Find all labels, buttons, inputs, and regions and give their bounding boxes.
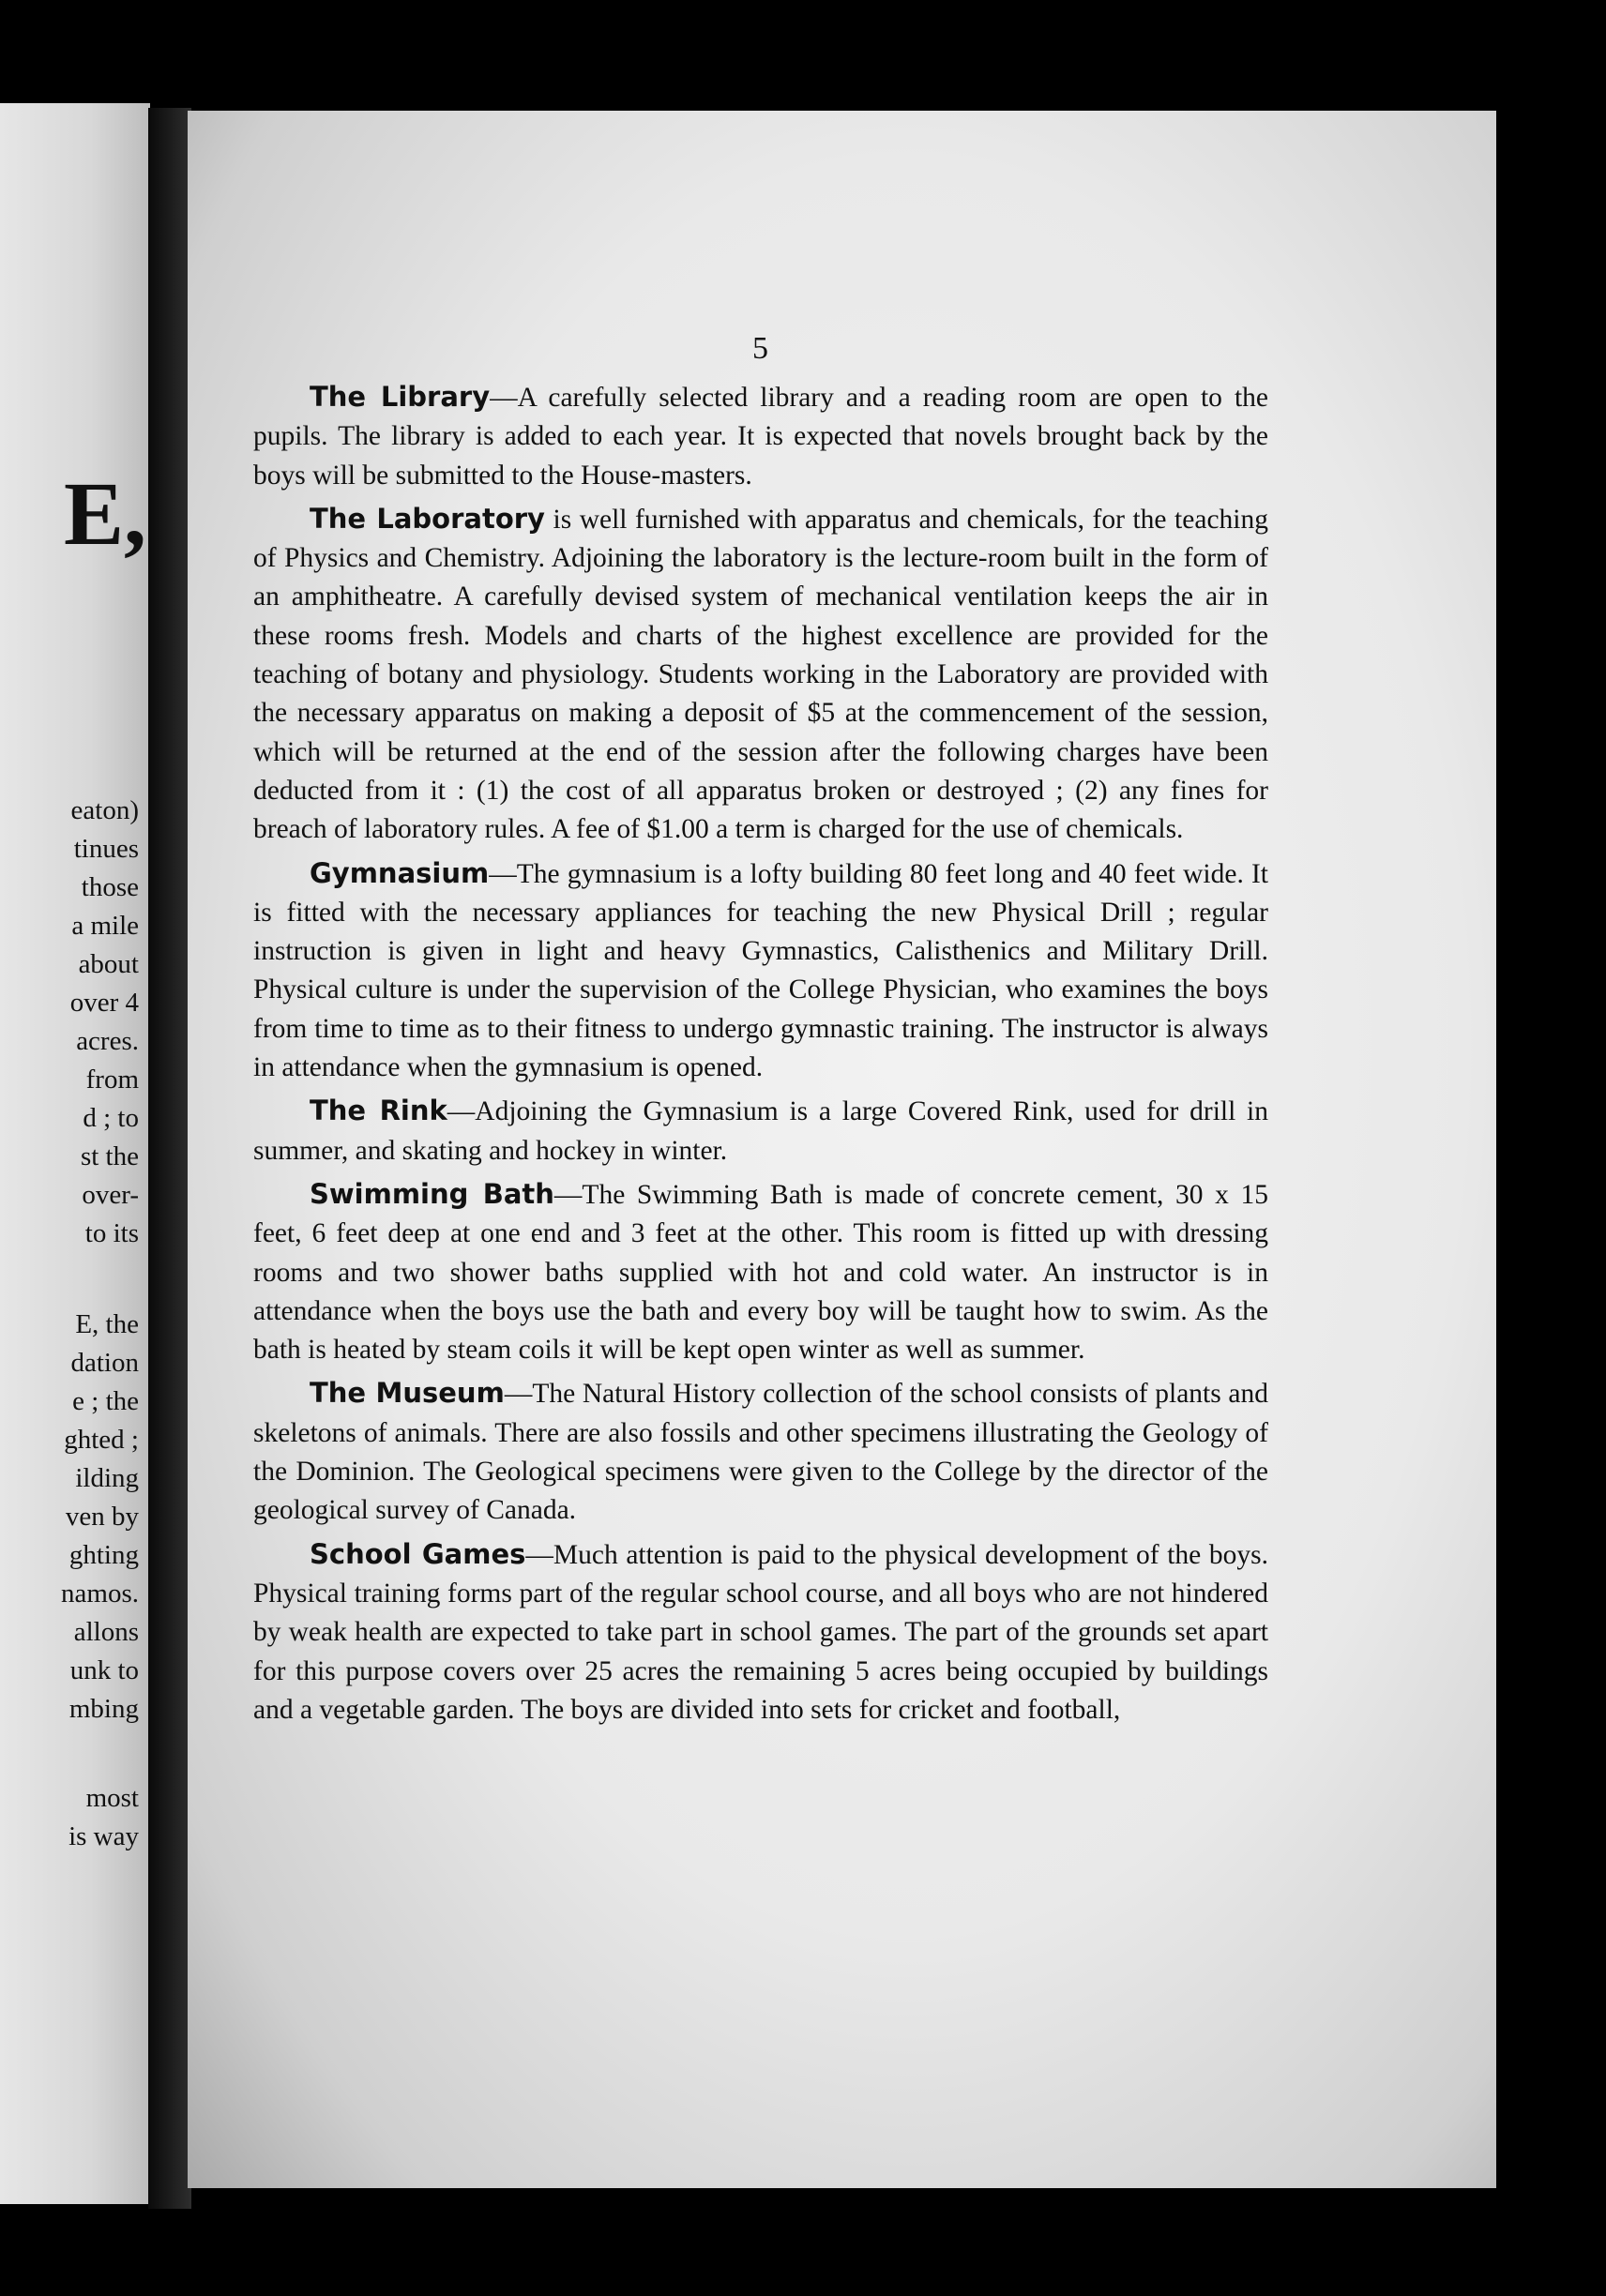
left-page-fragment: dation	[70, 1348, 139, 1378]
left-page-fragment: those	[81, 872, 139, 902]
left-page-fragment: eaton)	[70, 795, 139, 825]
left-page-fragment: E, the	[75, 1309, 139, 1339]
section-heading: School Games	[310, 1537, 526, 1570]
left-page-fragment: ghting	[68, 1540, 139, 1570]
paragraph-museum	[253, 1374, 1268, 1530]
section-heading: Gymnasium	[310, 856, 490, 889]
book-gutter	[148, 108, 191, 2209]
left-page-fragment: a mile	[71, 911, 139, 941]
left-page-fragment: ven by	[65, 1502, 139, 1532]
document-page	[188, 111, 1496, 2188]
left-page-fragment: unk to	[69, 1655, 139, 1685]
left-page-fragment: allons	[73, 1617, 139, 1647]
paragraph-text: —The Natural History collection of the school consists of plants and skeletons of animals. There are also fossils and other specimens illustrating the Geology of the Dominion. The Geological specimens were given to the College by the director of the geological survey of Canada.	[253, 1379, 1269, 1526]
paragraph-library	[253, 378, 1268, 495]
paragraph-text: —The Swimming Bath is made of concrete cement, 30 x 15 feet, 6 feet deep at one end and 3 feet at the other. This room is fitted up with dressing rooms and two shower baths supplied with hot and cold water. An instructor is in attendance when the boys use the bath and every boy will be taught how to swim. As the bath is heated by steam coils it will be kept open winter as well as summer.	[253, 1179, 1268, 1366]
left-page-fragment: acres.	[76, 1026, 139, 1056]
left-page-fragment: most	[85, 1783, 139, 1813]
left-page-fragment: ghted ;	[64, 1425, 139, 1455]
left-page-fragment: over 4	[69, 988, 139, 1018]
left-page-large-letter: E,	[63, 463, 146, 564]
section-heading: The Laboratory	[310, 502, 545, 535]
paragraph-text: —Adjoining the Gymnasium is a large Covered Rink, used for drill in summer, and skating and hockey in winter.	[253, 1096, 1268, 1166]
paragraph-swimming-bath	[253, 1175, 1268, 1369]
paragraph-text: —Much attention is paid to the physical development of the boys. Physical training forms part of the regular school course, and all boys who are not hindered by weak health are expected to take part in school games. The part of the grounds set apart for this purpose covers over 25 acres the remaining 5 acres being occupied by buildings and a vegetable garden. The boys are divided into sets for cricket and football,	[253, 1539, 1268, 1725]
section-heading: The Library	[310, 381, 491, 413]
left-page-fragment: over-	[82, 1180, 139, 1210]
paragraph-school-games	[253, 1535, 1268, 1730]
paragraph-text: is well furnished with apparatus and chemicals, for the teaching of Physics and Chemistry. Adjoining the laboratory is the lecture-room built in the form of an amphitheatre. A carefully devised system of mechanical ventilation keeps the air in these rooms fresh. Models and charts of the highest excellence are provided for the teaching of botany and physiology. Students working in the Laboratory are provided with the necessary apparatus on making a deposit of $5 at the commencement of the session, which will be returned at the end of the session after the following charges have been deducted from it : (1) the cost of all apparatus broken or destroyed ; (2) any fines for breach of laboratory rules. A fee of $1.00 a term is charged for the use of chemicals.	[253, 504, 1268, 845]
paragraph-laboratory	[253, 500, 1268, 850]
section-heading: Swimming Bath	[310, 1177, 554, 1210]
section-heading: The Museum	[310, 1377, 505, 1410]
left-page-fragment: st the	[80, 1141, 139, 1171]
paragraph-text: —The gymnasium is a lofty building 80 feet long and 40 feet wide. It is fitted with the necessary appliances for teaching the new Physical Drill ; regular instruction is given in light and heavy Gymnastics, Calisthenics and Military Drill. Physical culture is under the supervision of the College Physician, who examines the boys from time to time as to their fitness to undergo gymnastic training. The instructor is always in attendance when the gymnasium is opened.	[253, 858, 1268, 1083]
left-page-fragment: d ; to	[83, 1103, 139, 1133]
left-page-fragment: ilding	[75, 1463, 139, 1493]
paragraph-gymnasium	[253, 854, 1268, 1088]
left-page-fragment: mbing	[68, 1694, 139, 1724]
left-page-fragment: is way	[68, 1821, 139, 1851]
left-page-fragment: namos.	[61, 1578, 139, 1609]
left-page-fragment: e ; the	[72, 1386, 139, 1416]
previous-page-edge	[0, 103, 150, 2204]
left-page-fragment: tinues	[73, 834, 139, 864]
paragraph-rink	[253, 1092, 1268, 1171]
page-number: 5	[752, 331, 768, 366]
left-page-fragment: about	[78, 949, 139, 979]
paragraph-text: —A carefully selected library and a reading room are open to the pupils. The library is added to each year. It is expected that novels brought back by the boys will be submitted to the House-masters.	[253, 383, 1268, 491]
section-heading: The Rink	[310, 1095, 447, 1127]
body-text	[253, 378, 1268, 1734]
left-page-fragment: to its	[84, 1218, 139, 1248]
left-page-fragment: from	[85, 1065, 139, 1095]
